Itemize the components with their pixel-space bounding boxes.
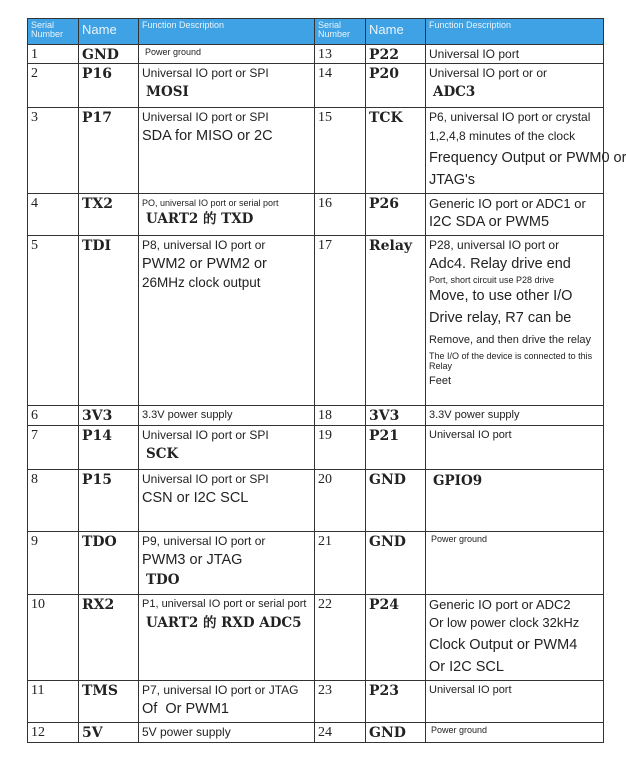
pin-description bbox=[426, 45, 604, 64]
table-row bbox=[28, 236, 604, 406]
pin-name: TX2 bbox=[79, 194, 139, 236]
pin-name: P21 bbox=[366, 426, 426, 470]
pin-description bbox=[139, 595, 315, 681]
desc-line: 3.3V power supply bbox=[142, 409, 233, 421]
pin-number: 2 bbox=[28, 64, 79, 108]
table-row bbox=[28, 406, 604, 426]
desc-line: I2C SDA or PWM5 bbox=[429, 214, 550, 230]
table-row bbox=[28, 470, 604, 532]
desc-line: Or low power clock 32kHz bbox=[429, 615, 580, 630]
desc-line: PWM2 or PWM2 or bbox=[142, 256, 267, 272]
desc-line: P7, universal IO port or JTAG bbox=[142, 683, 299, 697]
pin-name: P20 bbox=[366, 64, 426, 108]
pin-name: P14 bbox=[79, 426, 139, 470]
pin-number: 11 bbox=[28, 681, 79, 723]
pin-number: 1 bbox=[28, 45, 79, 64]
desc-line: P8, universal IO port or bbox=[142, 238, 266, 252]
desc-line: P9, universal IO port or bbox=[142, 534, 266, 548]
pin-number: 15 bbox=[315, 108, 366, 194]
pin-description bbox=[139, 45, 315, 64]
desc-line: Power ground bbox=[431, 725, 488, 735]
table-row bbox=[28, 194, 604, 236]
pin-description bbox=[426, 681, 604, 723]
pin-number: 21 bbox=[315, 532, 366, 595]
pin-description bbox=[426, 406, 604, 426]
pin-name: P23 bbox=[366, 681, 426, 723]
pin-description bbox=[426, 723, 604, 743]
desc-line: Drive relay, R7 can be bbox=[429, 310, 572, 326]
table-row bbox=[28, 45, 604, 64]
pin-description bbox=[426, 108, 626, 194]
desc-line: Universal IO port or SPI bbox=[142, 472, 269, 486]
desc-line: 3.3V power supply bbox=[429, 409, 520, 421]
desc-line: Universal IO port or SPI bbox=[142, 110, 269, 124]
desc-line: UART2 的 TXD bbox=[146, 211, 254, 227]
pin-number: 24 bbox=[315, 723, 366, 743]
pin-name: P22 bbox=[366, 45, 426, 64]
pin-number: 3 bbox=[28, 108, 79, 194]
desc-line: PWM3 or JTAG bbox=[142, 552, 243, 568]
desc-line: Move, to use other I/O bbox=[429, 288, 573, 304]
pin-number: 17 bbox=[315, 236, 366, 406]
pin-number: 14 bbox=[315, 64, 366, 108]
pin-number: 23 bbox=[315, 681, 366, 723]
pin-description bbox=[139, 470, 315, 532]
desc-line: The I/O of the device is connected to this Relay bbox=[429, 351, 593, 371]
pin-name: TDI bbox=[79, 236, 139, 406]
pin-description bbox=[139, 681, 315, 723]
pin-number: 22 bbox=[315, 595, 366, 681]
table-row bbox=[28, 723, 604, 743]
pin-description bbox=[426, 426, 604, 470]
desc-line: P28, universal IO port or bbox=[429, 238, 560, 252]
desc-line: 26MHz clock output bbox=[142, 275, 261, 290]
pin-description bbox=[139, 406, 315, 426]
pin-name: TDO bbox=[79, 532, 139, 595]
pin-number: 6 bbox=[28, 406, 79, 426]
desc-line: Power ground bbox=[431, 534, 488, 544]
desc-line: MOSI bbox=[146, 84, 189, 100]
header-function-right: Function Description bbox=[426, 19, 604, 45]
table-row bbox=[28, 64, 604, 108]
desc-line: Universal IO port bbox=[429, 47, 520, 61]
pin-name: 3V3 bbox=[79, 406, 139, 426]
desc-line: Universal IO port or or bbox=[429, 66, 548, 80]
desc-line: Universal IO port bbox=[429, 429, 512, 441]
pin-description bbox=[426, 236, 604, 406]
pin-name: P17 bbox=[79, 108, 139, 194]
pin-number: 10 bbox=[28, 595, 79, 681]
desc-line: Universal IO port or SPI bbox=[142, 66, 269, 80]
pin-name: TCK bbox=[366, 108, 426, 194]
pin-description bbox=[139, 723, 315, 743]
desc-line: Clock Output or PWM4 bbox=[429, 637, 578, 653]
desc-line: Of Or PWM1 bbox=[142, 701, 229, 717]
desc-line: UART2 的 RXD ADC5 bbox=[146, 615, 302, 631]
header-name-right: Name bbox=[366, 19, 426, 45]
desc-line: Frequency Output or PWM0 or bbox=[429, 150, 626, 166]
desc-line: Power ground bbox=[145, 47, 202, 57]
pin-description bbox=[426, 595, 604, 681]
desc-line: SCK bbox=[146, 446, 179, 462]
table-row bbox=[28, 532, 604, 595]
desc-line: Universal IO port or SPI bbox=[142, 428, 269, 442]
pin-description bbox=[139, 64, 315, 108]
header-function-left: Function Description bbox=[139, 19, 315, 45]
pin-name: TMS bbox=[79, 681, 139, 723]
pin-name: 3V3 bbox=[366, 406, 426, 426]
header-serial-left: Serial Number bbox=[28, 19, 79, 45]
pin-number: 16 bbox=[315, 194, 366, 236]
pin-description bbox=[139, 236, 315, 406]
pin-name: RX2 bbox=[79, 595, 139, 681]
desc-line: 1,2,4,8 minutes of the clock bbox=[429, 129, 576, 143]
pin-number: 9 bbox=[28, 532, 79, 595]
pin-number: 5 bbox=[28, 236, 79, 406]
pin-name: P24 bbox=[366, 595, 426, 681]
desc-line: 5V power supply bbox=[142, 725, 231, 739]
pin-number: 18 bbox=[315, 406, 366, 426]
desc-line: CSN or I2C SCL bbox=[142, 490, 249, 506]
pin-name: P16 bbox=[79, 64, 139, 108]
pin-number: 4 bbox=[28, 194, 79, 236]
pin-description bbox=[426, 64, 604, 108]
table-row bbox=[28, 108, 604, 194]
pin-description bbox=[426, 194, 604, 236]
pin-name: GND bbox=[79, 45, 139, 64]
pin-number: 19 bbox=[315, 426, 366, 470]
desc-line: GPIO9 bbox=[433, 473, 483, 489]
pin-number: 12 bbox=[28, 723, 79, 743]
desc-line: PO, universal IO port or serial port bbox=[142, 198, 279, 208]
desc-line: Generic IO port or ADC2 bbox=[429, 597, 571, 612]
pin-name: GND bbox=[366, 470, 426, 532]
pin-description bbox=[139, 194, 315, 236]
pin-number: 8 bbox=[28, 470, 79, 532]
pin-number: 13 bbox=[315, 45, 366, 64]
desc-line: SDA for MISO or 2C bbox=[142, 128, 273, 144]
table-row bbox=[28, 595, 604, 681]
header-row bbox=[28, 19, 604, 45]
pin-description bbox=[426, 470, 604, 532]
table-row bbox=[28, 426, 604, 470]
header-serial-right: Serial Number bbox=[315, 19, 366, 45]
pin-name: P26 bbox=[366, 194, 426, 236]
pin-description bbox=[139, 108, 315, 194]
pin-description bbox=[426, 532, 604, 595]
pin-name: GND bbox=[366, 532, 426, 595]
pin-description bbox=[139, 426, 315, 470]
header-name-left: Name bbox=[79, 19, 139, 45]
desc-line: TDO bbox=[146, 572, 180, 588]
desc-line: Generic IO port or ADC1 or bbox=[429, 196, 586, 211]
desc-line: Feet bbox=[429, 375, 452, 387]
pin-table bbox=[27, 18, 626, 743]
desc-line: Or I2C SCL bbox=[429, 659, 504, 675]
desc-line: ADC3 bbox=[433, 84, 476, 100]
desc-line: Adc4. Relay drive end bbox=[429, 256, 571, 272]
pin-name: GND bbox=[366, 723, 426, 743]
pin-name: 5V bbox=[79, 723, 139, 743]
desc-line: JTAG's bbox=[429, 172, 475, 188]
desc-line: P1, universal IO port or serial port bbox=[142, 598, 307, 610]
pin-name: P15 bbox=[79, 470, 139, 532]
desc-line: Universal IO port bbox=[429, 684, 512, 696]
pin-number: 7 bbox=[28, 426, 79, 470]
table-row bbox=[28, 681, 604, 723]
pin-description bbox=[139, 532, 315, 595]
desc-line: Remove, and then drive the relay bbox=[429, 334, 592, 346]
pin-number: 20 bbox=[315, 470, 366, 532]
pin-name: Relay bbox=[366, 236, 426, 406]
desc-line: P6, universal IO port or crystal bbox=[429, 110, 591, 124]
desc-line: Port, short circuit use P28 drive bbox=[429, 275, 555, 285]
